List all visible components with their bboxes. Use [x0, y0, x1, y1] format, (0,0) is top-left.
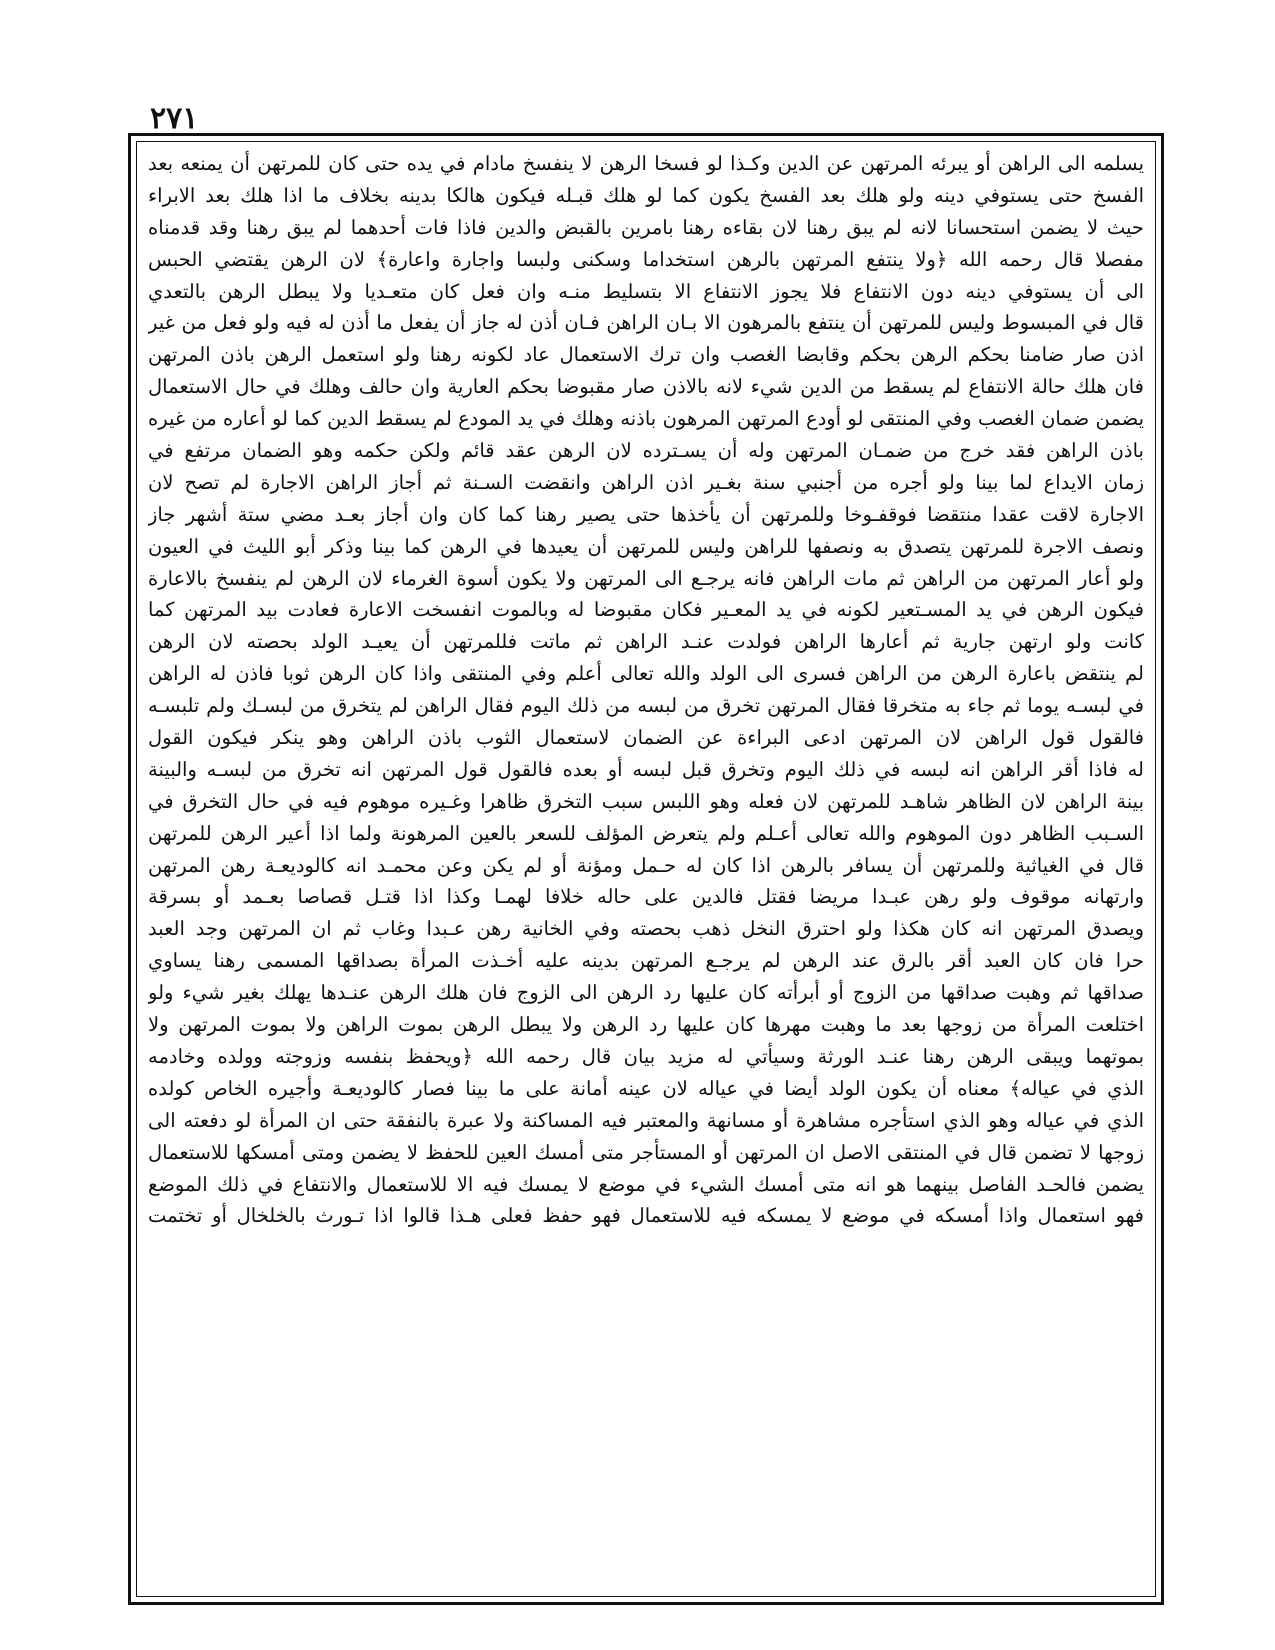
text-line: السـبب الظاهر دون الموهوم والله تعالى أعـلم ولم يتعرض المؤلف للسعر بالعين المرهونة ولما اذا أعير الرهن للمرتهن [148, 821, 1144, 845]
text-line: ولو أعار المرتهن من الراهن ثم مات الراهن فانه يرجـع الى المرتهن ولا يكون أسوة الغرماء لان الرهن لم ينفسخ بالاعارة [148, 566, 1144, 590]
text-line: فالقول قول الراهن لان المرتهن ادعى البراءة عن الضمان لاستعمال الثوب باذن الراهن وهو ينكر فيكون القول [148, 726, 1144, 750]
text-line: اختلعت المرأة من زوجها بعد ما وهبت مهرها كان عليها رد الرهن ولا يبطل الرهن بموت الراهن ولا بموت المرتهن ولا [148, 1013, 1144, 1037]
text-line: في لبسـه يوما ثم جاء به متخرقا فقال المرتهن تخرق من لبسه من ذلك اليوم فقال الراهن لم يتخرق من لبسـك ولم تلبسـه [148, 694, 1144, 718]
page-number: ٢٧١ [150, 101, 199, 136]
text-line: الاجارة لاقت عقدا منتقضا فوقفـوخا وللمرتهن أن يأخذها حتى يصير رهنا كما كان وان أجاز بعـد مضي ستة أشهر جاز [148, 502, 1144, 526]
text-line: فان هلك حالة الانتفاع لم يسقط من الدين شيء لانه بالاذن صار مقبوضا بحكم العارية وان حالف وهلك في حال الاستعمال [148, 375, 1144, 399]
text-line: حرا فان كان العبد أقر بالرق عند الرهن لم يرجـع المرتهن بدينه عليه أخـذت المرأة بصداقها المسمى رهنا يساوي [148, 949, 1144, 973]
text-line: اذن صار ضامنا بحكم الرهن بحكم وقابضا الغصب وان ترك الاستعمال عاد لكونه رهنا ولو استعمل الرهن باذن المرتهن [148, 343, 1144, 367]
text-line: حيث لا يضمن استحسانا لانه لم يبق رهنا لان بقاءه رهنا بامرين بالقبض والدين فاذا فات أحدهما لم يبق رهنا وقد قدمناه [148, 215, 1144, 239]
text-line: مفصلا قال رحمه الله ﴿ولا ينتفع المرتهن بالرهن استخداما وسكنى ولبسا واجارة واعارة﴾ لان الرهن يقتضي الحبس [148, 247, 1144, 271]
text-line: لم ينتقض باعارة الرهن من الراهن فسرى الى الولد والله تعالى أعلم وفي المنتقى واذا كان الرهن ثوبا فاذن له الراهن [148, 662, 1144, 686]
text-line: صداقها ثم وهبت صداقها من الزوج أو أبرأته كان عليها رد الرهن الى الزوج فان هلك الرهن عنـدها يهلك بغير شيء ولو [148, 981, 1144, 1005]
text-line: باذن الراهن فقد خرج من ضمـان المرتهن وله أن يسـترده لان الرهن عقد قائم ولكن حكمه وهو الضمان مرتفع في [148, 439, 1144, 463]
text-line: فيكون الرهن في يد المسـتعير لكونه في يد المعـير فكان مقبوضا له وبالموت انفسخت الاعارة فعادت بيد المرتهن كما [148, 598, 1144, 622]
text-line: يضمن فالحـد الفاصل بينهما هو انه متى أمسك الشيء في موضع لا يمسك فيه الا للاستعمال والانتفاع في ذلك الموضع [148, 1172, 1144, 1196]
text-line: الذي في عياله﴾ معناه أن يكون الولد أيضا في عياله لان عينه أمانة على ما بينا فصار كالوديعـة وأجيره الخاص كولده [148, 1076, 1144, 1100]
text-line: قال في المبسوط وليس للمرتهن أن ينتفع بالمرهون الا بـان الراهن فـان أذن له جاز أن يفعل ما أذن له فيه ولو فعل من غير [148, 311, 1144, 335]
text-line: الفسخ حتى يستوفي دينه ولو هلك بعد الفسخ يكون كما لو هلك قبـله فيكون هالكا بدينه بخلاف ما اذا هلك بعد الابراء [148, 183, 1144, 207]
text-line: زمان الايداع لما بينا ولو أجره من أجنبي سنة بغـير اذن الراهن وانقضت السـنة ثم أجاز الراهن الاجارة لم تصح لان [148, 470, 1144, 494]
text-line: زوجها لا تضمن قال في المنتقى الاصل ان المرتهن أو المستأجر متى أمسك العين للحفظ لا يضمن ومتى أمسكها للاستعمال [148, 1140, 1144, 1164]
main-text-block [148, 148, 1144, 1588]
text-line: قال في الغياثية وللمرتهن أن يسافر بالرهن اذا كان له حـمل ومؤنة أو لم يكن وعن محمـد انه كالوديعـة رهن المرتهن [148, 853, 1144, 877]
text-line: بينة الراهن لان الظاهر شاهـد للمرتهن لان فعله وهو اللبس سبب التخرق ظاهرا وغـيره موهوم فيه في حال التخرق في [148, 789, 1144, 813]
text-line: ونصف الاجرة للمرتهن يتصدق به ونصفها للراهن وليس للمرتهن أن يعيدها في الرهن كما بينا وذكر أبو الليث في العيون [148, 534, 1144, 558]
text-line: يضمن ضمان الغصب وفي المنتقى لو أودع المرتهن المرهون باذنه وهلك في يد المودع لم يسقط الدين كما لو أعاره من غيره [148, 407, 1144, 431]
text-line: ويصدق المرتهن انه كان هكذا ولو احترق النخل ذهب بحصته وفي الخانية رهن عـبدا وغاب ثم ان المرتهن وجد العبد [148, 917, 1144, 941]
text-line: يسلمه الى الراهن أو يبرئه المرتهن عن الدين وكـذا لو فسخا الرهن لا ينفسخ مادام في يده حتى كان للمرتهن أن يمنعه بعد [148, 152, 1144, 175]
text-line: الى أن يستوفي دينه دون الانتفاع فلا يجوز الانتفاع الا بتسليط منـه وان فعل كان متعـديا ولا يبطل الرهن بالتعدي [148, 279, 1144, 303]
text-line: فهو استعمال واذا أمسكه في موضع لا يمسكه فيه للاستعمال فهو حفظ فعلى هـذا قالوا اذا تـورث بالخلخال أو تختمت [148, 1204, 1144, 1228]
text-line: كانت ولو ارتهن جارية ثم أعارها الراهن فولدت عنـد الراهن ثم ماتت فللمرتهن أن يعيـد الولد بحصته لان الرهن [148, 630, 1144, 654]
text-line: الذي في عياله وهو الذي استأجره مشاهرة أو مسانهة والمعتبر فيه المساكنة ولا عبرة بالنفقة حتى ان المرأة لو دفعته الى [148, 1108, 1144, 1132]
text-line: له فاذا أقر الراهن انه لبسه في ذلك اليوم وتخرق قبل لبسه أو بعده فالقول قول المرتهن انه تخرق من لبسـه والبينة [148, 757, 1144, 781]
text-line: وارتهانه موقوف ولو رهن عبـدا مريضا فقتل فالدين على حاله خلافا لهمـا وكذا اذا قتـل قصاصا بعـمد أو بسرقة [148, 885, 1144, 909]
text-line: بموتهما ويبقى الرهن رهنا عنـد الورثة وسيأتي له مزيد بيان قال رحمه الله ﴿ويحفظ بنفسه وزوجته وولده وخادمه [148, 1044, 1144, 1068]
